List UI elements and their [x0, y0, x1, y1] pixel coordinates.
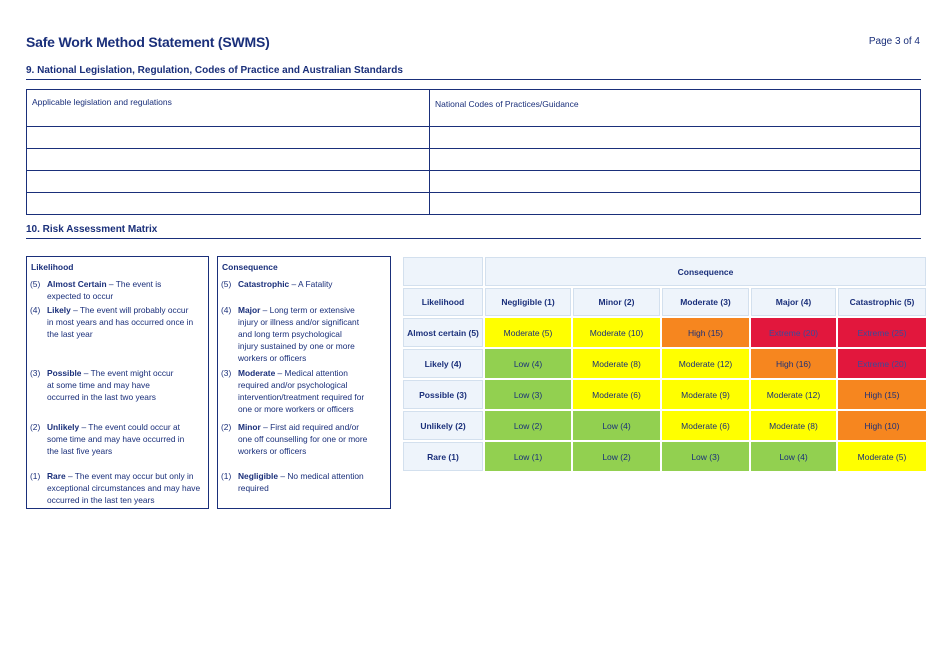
likelihood-item-text: – The event is — [106, 279, 162, 289]
matrix-column-header: Minor (2) — [573, 288, 660, 316]
consequence-item-text: required — [238, 483, 269, 493]
page-number: Page 3 of 4 — [868, 36, 920, 47]
document-title: Safe Work Method Statement (SWMS) — [26, 34, 270, 50]
likelihood-item-description — [47, 367, 173, 403]
consequence-item-text: workers or officers — [238, 353, 307, 363]
matrix-corner — [403, 257, 483, 286]
consequence-box — [217, 256, 391, 509]
consequence-item-text: – Medical attention — [275, 368, 348, 378]
matrix-cell-extreme: Extreme (20) — [838, 349, 926, 378]
likelihood-heading: Likelihood — [31, 262, 74, 272]
matrix-column-header: Major (4) — [751, 288, 836, 316]
likelihood-item-text: – The event could occur at — [79, 422, 180, 432]
likelihood-item-term: Possible — [47, 368, 82, 378]
consequence-item-text: – No medical attention — [278, 471, 364, 481]
matrix-cell-high: High (15) — [662, 318, 749, 347]
codes-cell[interactable] — [430, 193, 921, 215]
likelihood-item-text: – The event may occur but only in — [65, 471, 194, 481]
table-row — [27, 127, 921, 149]
likelihood-item-text: in most years and has occurred once in — [47, 317, 194, 327]
matrix-column-header: Negligible (1) — [485, 288, 571, 316]
consequence-item-term: Negligible — [238, 471, 279, 481]
likelihood-item-term: Likely — [47, 305, 71, 315]
likelihood-item-text: some time and may have occurred in — [47, 434, 185, 444]
likelihood-item-number: (1) — [30, 471, 41, 481]
matrix-column-header: Catastrophic (5) — [838, 288, 926, 316]
consequence-item-text: and long term psychological — [238, 329, 342, 339]
codes-cell[interactable] — [430, 149, 921, 171]
consequence-item-text: workers or officers — [238, 446, 307, 456]
likelihood-item-term: Unlikely — [47, 422, 80, 432]
matrix-top-row — [403, 257, 926, 286]
matrix-cell-moderate: Moderate (5) — [838, 442, 926, 471]
consequence-item-description — [238, 367, 364, 415]
legislation-cell[interactable] — [27, 127, 430, 149]
legislation-header-row — [27, 90, 921, 127]
consequence-item-text: – A Fatality — [289, 279, 333, 289]
likelihood-item-description — [47, 278, 161, 302]
section-10-title: 10. Risk Assessment Matrix — [26, 224, 158, 235]
matrix-cell-moderate: Moderate (10) — [573, 318, 660, 347]
section-9-rule — [26, 79, 921, 80]
matrix-column-header: Moderate (3) — [662, 288, 749, 316]
matrix-cell-low: Low (3) — [485, 380, 571, 409]
consequence-heading: Consequence — [222, 262, 278, 272]
matrix-row — [403, 380, 926, 409]
likelihood-item-text: occurred in the last two years — [47, 392, 156, 402]
likelihood-item-description — [47, 470, 200, 506]
consequence-item-description — [238, 304, 359, 364]
codes-column-header: National Codes of Practices/Guidance — [430, 90, 921, 127]
legislation-cell[interactable] — [27, 193, 430, 215]
likelihood-item-text: expected to occur — [47, 291, 114, 301]
consequence-item-number: (2) — [221, 422, 232, 432]
likelihood-item-number: (3) — [30, 368, 41, 378]
consequence-item-text: one or more workers or officers — [238, 404, 354, 414]
consequence-item-text: one off counselling for one or more — [238, 434, 368, 444]
legislation-table — [26, 89, 921, 215]
likelihood-item-number: (4) — [30, 305, 41, 315]
likelihood-item-text: the last five years — [47, 446, 113, 456]
legislation-cell[interactable] — [27, 149, 430, 171]
likelihood-item-text: the last year — [47, 329, 93, 339]
matrix-cell-moderate: Moderate (12) — [751, 380, 836, 409]
consequence-item-term: Minor — [238, 422, 261, 432]
matrix-row-label: Possible (3) — [403, 380, 483, 409]
consequence-item-number: (5) — [221, 279, 232, 289]
matrix-likelihood-header: Likelihood — [403, 288, 483, 316]
consequence-item-term: Major — [238, 305, 261, 315]
consequence-item-term: Catastrophic — [238, 279, 290, 289]
consequence-item-text: – First aid required and/or — [260, 422, 360, 432]
likelihood-item-text: exceptional circumstances and may have — [47, 483, 201, 493]
matrix-cell-moderate: Moderate (5) — [485, 318, 571, 347]
legislation-cell[interactable] — [27, 171, 430, 193]
matrix-cell-high: High (15) — [838, 380, 926, 409]
matrix-row — [403, 442, 926, 471]
likelihood-item-description — [47, 421, 184, 457]
consequence-item-description — [238, 421, 367, 457]
matrix-cell-moderate: Moderate (8) — [573, 349, 660, 378]
consequence-item-text: injury sustained by one or more — [238, 341, 355, 351]
codes-cell[interactable] — [430, 171, 921, 193]
consequence-item-number: (1) — [221, 471, 232, 481]
matrix-cell-low: Low (4) — [751, 442, 836, 471]
codes-cell[interactable] — [430, 127, 921, 149]
likelihood-item-description — [47, 304, 193, 340]
likelihood-item-number: (5) — [30, 279, 41, 289]
consequence-item-number: (3) — [221, 368, 232, 378]
matrix-row — [403, 318, 926, 347]
matrix-row — [403, 349, 926, 378]
matrix-cell-low: Low (4) — [485, 349, 571, 378]
matrix-cell-low: Low (3) — [662, 442, 749, 471]
table-row — [27, 149, 921, 171]
matrix-cell-low: Low (4) — [573, 411, 660, 440]
matrix-cell-extreme: Extreme (25) — [838, 318, 926, 347]
consequence-item-text: intervention/treatment required for — [238, 392, 365, 402]
legislation-column-header: Applicable legislation and regulations — [27, 90, 430, 127]
matrix-cell-low: Low (1) — [485, 442, 571, 471]
consequence-item-number: (4) — [221, 305, 232, 315]
table-row — [27, 171, 921, 193]
matrix-cell-moderate: Moderate (6) — [573, 380, 660, 409]
likelihood-item-text: – The event might occur — [81, 368, 174, 378]
matrix-cell-moderate: Moderate (9) — [662, 380, 749, 409]
consequence-item-description — [238, 470, 364, 494]
matrix-row-label: Unlikely (2) — [403, 411, 483, 440]
section-9-title: 9. National Legislation, Regulation, Codes of Practice and Australian Standards — [26, 65, 403, 76]
consequence-item-description — [238, 278, 333, 290]
consequence-item-text: required and/or psychological — [238, 380, 348, 390]
matrix-cell-moderate: Moderate (8) — [751, 411, 836, 440]
likelihood-item-term: Rare — [47, 471, 66, 481]
matrix-column-header-row — [403, 288, 926, 316]
risk-matrix — [401, 255, 928, 473]
consequence-item-text: – Long term or extensive — [260, 305, 355, 315]
matrix-consequence-header: Consequence — [485, 257, 926, 286]
matrix-cell-extreme: Extreme (20) — [751, 318, 836, 347]
matrix-cell-moderate: Moderate (6) — [662, 411, 749, 440]
likelihood-item-number: (2) — [30, 422, 41, 432]
matrix-cell-low: Low (2) — [485, 411, 571, 440]
likelihood-item-text: at some time and may have — [47, 380, 150, 390]
matrix-row — [403, 411, 926, 440]
consequence-item-text: injury or illness and/or significant — [238, 317, 360, 327]
section-10-rule — [26, 238, 921, 239]
likelihood-item-text: occurred in the last ten years — [47, 495, 155, 505]
matrix-row-label: Rare (1) — [403, 442, 483, 471]
matrix-row-label: Almost certain (5) — [403, 318, 483, 347]
likelihood-item-term: Almost Certain — [47, 279, 107, 289]
consequence-item-term: Moderate — [238, 368, 276, 378]
matrix-row-label: Likely (4) — [403, 349, 483, 378]
matrix-cell-high: High (16) — [751, 349, 836, 378]
matrix-cell-low: Low (2) — [573, 442, 660, 471]
likelihood-box — [26, 256, 209, 509]
matrix-cell-high: High (10) — [838, 411, 926, 440]
matrix-cell-moderate: Moderate (12) — [662, 349, 749, 378]
likelihood-item-text: – The event will probably occur — [70, 305, 189, 315]
table-row — [27, 193, 921, 215]
